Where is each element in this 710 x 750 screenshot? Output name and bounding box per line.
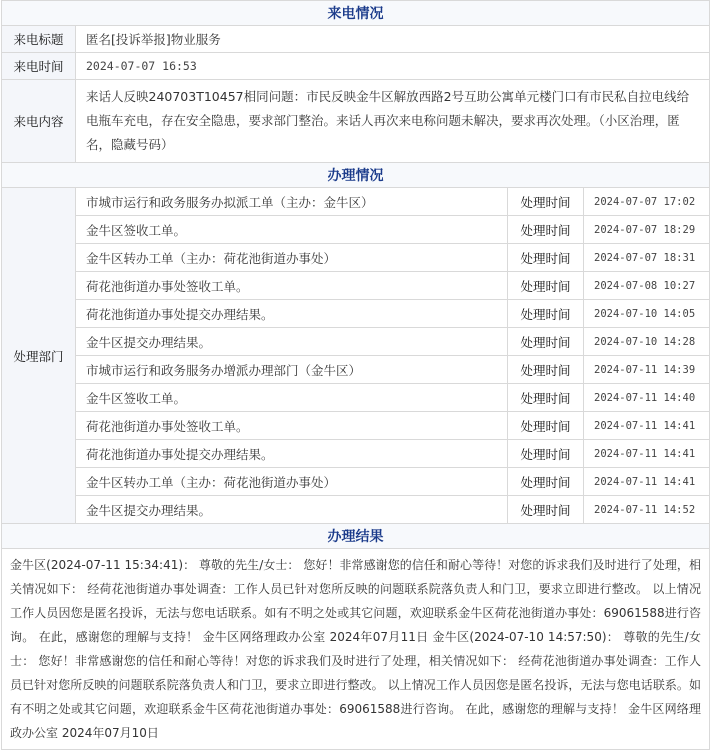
handling-time-label: 处理时间 [508, 272, 584, 300]
handling-step-desc: 金牛区转办工单（主办：荷花池街道办事处） [76, 468, 508, 496]
handling-step-desc: 市城市运行和政务服务办增派办理部门（金牛区） [76, 356, 508, 384]
work-order-table [1, 0, 710, 750]
handling-step-row [2, 412, 710, 440]
handling-step-row [2, 244, 710, 272]
handling-step-row [2, 328, 710, 356]
handling-step-time: 2024-07-10 14:28 [584, 328, 710, 356]
call-time-value: 2024-07-07 16:53 [76, 53, 710, 80]
handling-time-label: 处理时间 [508, 440, 584, 468]
call-title-label: 来电标题 [2, 26, 76, 53]
result-section-title: 办理结果 [2, 524, 710, 549]
handling-time-label: 处理时间 [508, 384, 584, 412]
handling-step-time: 2024-07-08 10:27 [584, 272, 710, 300]
handling-time-label: 处理时间 [508, 356, 584, 384]
handling-step-desc: 金牛区提交办理结果。 [76, 496, 508, 524]
handling-step-row [2, 356, 710, 384]
handling-step-desc: 市城市运行和政务服务办拟派工单（主办：金牛区） [76, 188, 508, 216]
handling-time-label: 处理时间 [508, 412, 584, 440]
handling-step-row [2, 216, 710, 244]
handling-step-time: 2024-07-11 14:40 [584, 384, 710, 412]
handling-step-time: 2024-07-11 14:41 [584, 440, 710, 468]
handling-step-time: 2024-07-11 14:52 [584, 496, 710, 524]
handling-step-row [2, 496, 710, 524]
handling-step-time: 2024-07-07 17:02 [584, 188, 710, 216]
handling-step-row [2, 272, 710, 300]
handling-time-label: 处理时间 [508, 216, 584, 244]
handling-step-time: 2024-07-07 18:29 [584, 216, 710, 244]
call-content-value: 来话人反映240703T10457相同问题：市民反映金牛区解放西路2号互助公寓单元楼门口有市民私自拉电线给电瓶车充电，存在安全隐患，要求部门整治。来话人再次来电称问题未解决，要求再次处理。（小区治理，匿名，隐藏号码） [76, 80, 710, 163]
handling-step-row [2, 188, 710, 216]
handling-time-label: 处理时间 [508, 244, 584, 272]
handling-step-row [2, 300, 710, 328]
call-content-label: 来电内容 [2, 80, 76, 163]
handling-dept-label: 处理部门 [2, 188, 76, 524]
handling-time-label: 处理时间 [508, 328, 584, 356]
handling-step-desc: 金牛区签收工单。 [76, 216, 508, 244]
call-time-label: 来电时间 [2, 53, 76, 80]
handling-step-time: 2024-07-10 14:05 [584, 300, 710, 328]
handling-time-label: 处理时间 [508, 300, 584, 328]
handling-step-desc: 金牛区签收工单。 [76, 384, 508, 412]
result-text: 金牛区(2024-07-11 15:34:41)： 尊敬的先生/女士： 您好！非常感谢您的信任和耐心等待！对您的诉求我们及时进行了处理，相关情况如下： 经荷花池街道办事处调查：工作人员已针对您所反映的问题联系院落负责人和门卫，要求立即进行整改。 以上情况工作人员因您是匿名投诉，无法与您电话联系。如有不明之处或其它问题，欢迎联系金牛区荷花池街道办事处：69061588进行咨询。 在此，感谢您的理解与支持！ 金牛区网络理政办公室 2024年07月11日 金牛区(2024-07-10 14:57:50)： 尊敬的先生/女士： 您好！非常感谢您的信任和耐心等待！对您的诉求我们及时进行了处理，相关情况如下： 经荷花池街道办事处调查：工作人员已针对您所反映的问题联系院落负责人和门卫，要求立即进行整改。 以上情况工作人员因您是匿名投诉，无法与您电话联系。如有不明之处或其它问题，欢迎联系金牛区荷花池街道办事处：69061588进行咨询。 在此，感谢您的理解与支持！ 金牛区网络理政办公室 2024年07月10日 [2, 549, 710, 750]
call-info-section-title: 来电情况 [2, 1, 710, 26]
call-title-value: 匿名[投诉举报]物业服务 [76, 26, 710, 53]
handling-step-desc: 金牛区转办工单（主办：荷花池街道办事处） [76, 244, 508, 272]
handling-step-desc: 荷花池街道办事处提交办理结果。 [76, 300, 508, 328]
handling-section-title: 办理情况 [2, 163, 710, 188]
handling-time-label: 处理时间 [508, 188, 584, 216]
handling-step-row [2, 440, 710, 468]
handling-time-label: 处理时间 [508, 496, 584, 524]
handling-step-desc: 金牛区提交办理结果。 [76, 328, 508, 356]
handling-step-row [2, 384, 710, 412]
handling-step-desc: 荷花池街道办事处提交办理结果。 [76, 440, 508, 468]
handling-step-time: 2024-07-07 18:31 [584, 244, 710, 272]
handling-time-label: 处理时间 [508, 468, 584, 496]
handling-step-time: 2024-07-11 14:41 [584, 412, 710, 440]
handling-step-desc: 荷花池街道办事处签收工单。 [76, 272, 508, 300]
handling-step-desc: 荷花池街道办事处签收工单。 [76, 412, 508, 440]
handling-step-time: 2024-07-11 14:41 [584, 468, 710, 496]
handling-step-time: 2024-07-11 14:39 [584, 356, 710, 384]
handling-step-row [2, 468, 710, 496]
